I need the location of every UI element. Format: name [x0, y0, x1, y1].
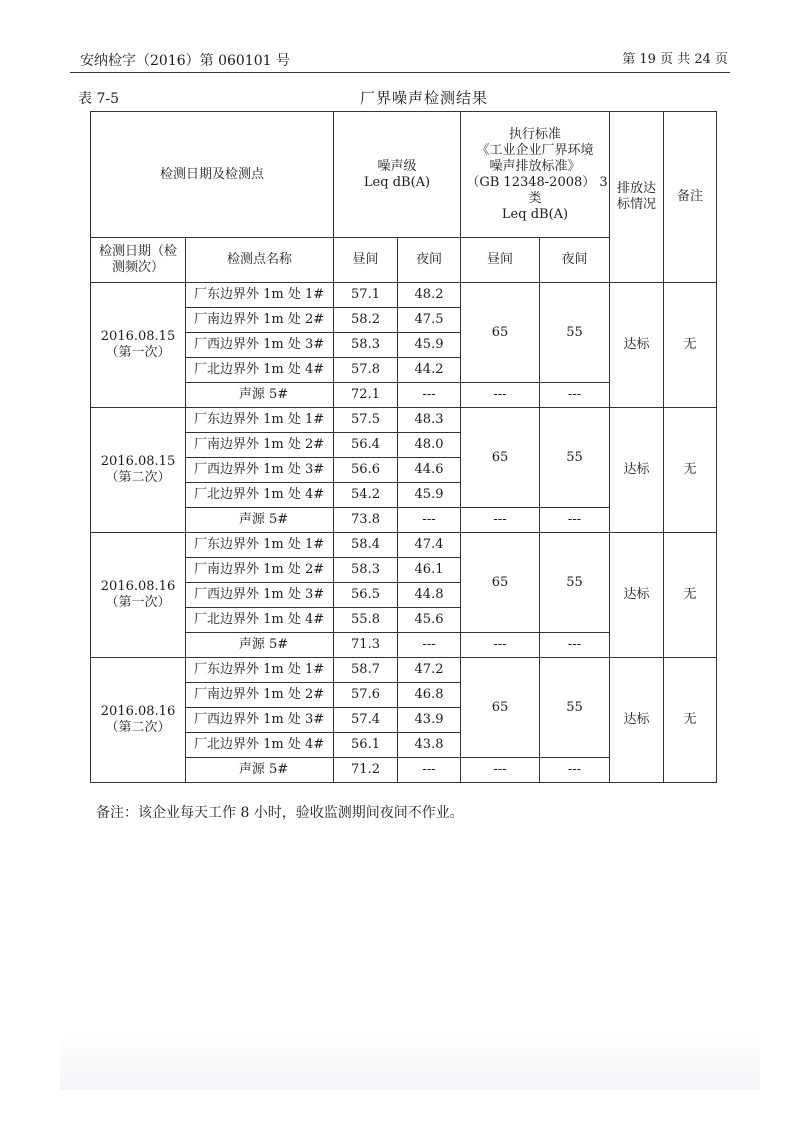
night-value-cell: 43.8: [398, 733, 461, 758]
day-value-cell: 57.5: [334, 408, 398, 433]
night-value-cell: ---: [398, 758, 461, 783]
src-std-night-cell: ---: [540, 758, 610, 783]
night-value-cell: 48.0: [398, 433, 461, 458]
point-name-cell: 厂南边界外 1m 处 2#: [186, 433, 334, 458]
header-noise-level-unit: Leq dB(A): [363, 174, 431, 190]
noise-results-table: [90, 111, 717, 783]
std-night-cell: 55: [540, 533, 610, 633]
day-value-cell: 57.8: [334, 358, 398, 383]
night-value-cell: 46.8: [398, 683, 461, 708]
point-name-cell: 声源 5#: [186, 633, 334, 658]
table-title: 厂界噪声检测结果: [360, 89, 489, 107]
point-name-cell: 厂东边界外 1m 处 1#: [186, 283, 334, 308]
night-value-cell: ---: [398, 383, 461, 408]
day-value-cell: 58.3: [334, 333, 398, 358]
frequency-value: （第二次）: [105, 470, 171, 485]
std-night-cell: 55: [540, 658, 610, 758]
header-day: 昼间: [334, 238, 398, 283]
header-date-point: 检测日期及检测点: [91, 112, 334, 238]
point-name-cell: 声源 5#: [186, 758, 334, 783]
scan-background: [60, 1030, 760, 1090]
day-value-cell: 57.1: [334, 283, 398, 308]
std-night-cell: 55: [540, 283, 610, 383]
frequency-value: （第一次）: [105, 595, 171, 610]
day-value-cell: 73.8: [334, 508, 398, 533]
header-std-day: 昼间: [461, 238, 540, 283]
src-std-day-cell: ---: [461, 508, 540, 533]
day-value-cell: 54.2: [334, 483, 398, 508]
page-info: 第 19 页 共 24 页: [622, 52, 728, 67]
point-name-cell: 厂西边界外 1m 处 3#: [186, 708, 334, 733]
day-value-cell: 58.2: [334, 308, 398, 333]
header-standard-line: 《工业企业厂界环境: [476, 142, 594, 158]
table-note: 备注：该企业每天工作 8 小时，验收监测期间夜间不作业。: [96, 805, 464, 821]
day-value-cell: 58.3: [334, 558, 398, 583]
point-name-cell: 厂东边界外 1m 处 1#: [186, 408, 334, 433]
std-day-cell: 65: [461, 533, 540, 633]
src-std-night-cell: ---: [540, 383, 610, 408]
header-point-col: 检测点名称: [186, 238, 334, 283]
night-value-cell: 48.2: [398, 283, 461, 308]
frequency-value: （第一次）: [105, 345, 171, 360]
day-value-cell: 56.5: [334, 583, 398, 608]
night-value-cell: 44.2: [398, 358, 461, 383]
header-noise-level: [334, 112, 461, 238]
day-value-cell: 56.6: [334, 458, 398, 483]
src-std-day-cell: ---: [461, 633, 540, 658]
date-value: 2016.08.16: [100, 704, 176, 719]
std-night-cell: 55: [540, 408, 610, 508]
header-standard-line: Leq dB(A): [501, 206, 569, 222]
compliance-cell: 达标: [610, 408, 664, 533]
header-date-col: 检测日期（检测频次）: [91, 238, 186, 283]
header-standard-line: （GB 12348-2008） 3: [466, 174, 608, 190]
point-name-cell: 厂南边界外 1m 处 2#: [186, 308, 334, 333]
compliance-cell: 达标: [610, 283, 664, 408]
night-value-cell: 45.6: [398, 608, 461, 633]
day-value-cell: 71.2: [334, 758, 398, 783]
day-value-cell: 56.4: [334, 433, 398, 458]
day-value-cell: 56.1: [334, 733, 398, 758]
night-value-cell: 46.1: [398, 558, 461, 583]
header-standard-line: 噪声排放标准》: [489, 158, 581, 174]
date-cell: [91, 283, 186, 408]
night-value-cell: 44.6: [398, 458, 461, 483]
compliance-cell: 达标: [610, 658, 664, 783]
day-value-cell: 57.6: [334, 683, 398, 708]
point-name-cell: 厂东边界外 1m 处 1#: [186, 533, 334, 558]
src-std-night-cell: ---: [540, 633, 610, 658]
header-remark: 备注: [664, 112, 717, 283]
day-value-cell: 55.8: [334, 608, 398, 633]
night-value-cell: 47.4: [398, 533, 461, 558]
remark-cell: 无: [664, 658, 717, 783]
src-std-day-cell: ---: [461, 383, 540, 408]
point-name-cell: 厂南边界外 1m 处 2#: [186, 683, 334, 708]
std-day-cell: 65: [461, 658, 540, 758]
src-std-night-cell: ---: [540, 508, 610, 533]
day-value-cell: 57.4: [334, 708, 398, 733]
remark-cell: 无: [664, 533, 717, 658]
night-value-cell: 43.9: [398, 708, 461, 733]
header-divider: [70, 72, 730, 73]
table-row: [91, 533, 717, 558]
night-value-cell: 47.2: [398, 658, 461, 683]
point-name-cell: 厂西边界外 1m 处 3#: [186, 583, 334, 608]
header-compliance: 排放达标情况: [610, 112, 664, 283]
remark-cell: 无: [664, 408, 717, 533]
day-value-cell: 58.7: [334, 658, 398, 683]
table-number: 表 7-5: [78, 91, 119, 107]
day-value-cell: 72.1: [334, 383, 398, 408]
std-day-cell: 65: [461, 408, 540, 508]
day-value-cell: 58.4: [334, 533, 398, 558]
point-name-cell: 声源 5#: [186, 508, 334, 533]
src-std-day-cell: ---: [461, 758, 540, 783]
point-name-cell: 厂北边界外 1m 处 4#: [186, 483, 334, 508]
point-name-cell: 声源 5#: [186, 383, 334, 408]
header-std-night: 夜间: [540, 238, 610, 283]
table-row: [91, 658, 717, 683]
header-night: 夜间: [398, 238, 461, 283]
remark-cell: 无: [664, 283, 717, 408]
report-number: 安纳检字（2016）第 060101 号: [80, 53, 290, 69]
point-name-cell: 厂西边界外 1m 处 3#: [186, 333, 334, 358]
compliance-cell: 达标: [610, 533, 664, 658]
table-row: [91, 408, 717, 433]
header-standard-line: 执行标准: [509, 126, 562, 142]
day-value-cell: 71.3: [334, 633, 398, 658]
std-day-cell: 65: [461, 283, 540, 383]
header-standard: [461, 112, 610, 238]
point-name-cell: 厂南边界外 1m 处 2#: [186, 558, 334, 583]
point-name-cell: 厂西边界外 1m 处 3#: [186, 458, 334, 483]
night-value-cell: 44.8: [398, 583, 461, 608]
point-name-cell: 厂东边界外 1m 处 1#: [186, 658, 334, 683]
night-value-cell: 45.9: [398, 333, 461, 358]
date-value: 2016.08.15: [100, 329, 176, 344]
date-cell: [91, 408, 186, 533]
date-value: 2016.08.16: [100, 579, 176, 594]
date-cell: [91, 658, 186, 783]
date-value: 2016.08.15: [100, 454, 176, 469]
frequency-value: （第二次）: [105, 720, 171, 735]
night-value-cell: 48.3: [398, 408, 461, 433]
night-value-cell: ---: [398, 508, 461, 533]
point-name-cell: 厂北边界外 1m 处 4#: [186, 733, 334, 758]
header-noise-level-label: 噪声级: [377, 158, 417, 174]
point-name-cell: 厂北边界外 1m 处 4#: [186, 608, 334, 633]
point-name-cell: 厂北边界外 1m 处 4#: [186, 358, 334, 383]
table-row: [91, 283, 717, 308]
night-value-cell: 45.9: [398, 483, 461, 508]
night-value-cell: ---: [398, 633, 461, 658]
header-standard-line: 类: [528, 190, 542, 206]
night-value-cell: 47.5: [398, 308, 461, 333]
date-cell: [91, 533, 186, 658]
header-row-main: [91, 112, 717, 238]
